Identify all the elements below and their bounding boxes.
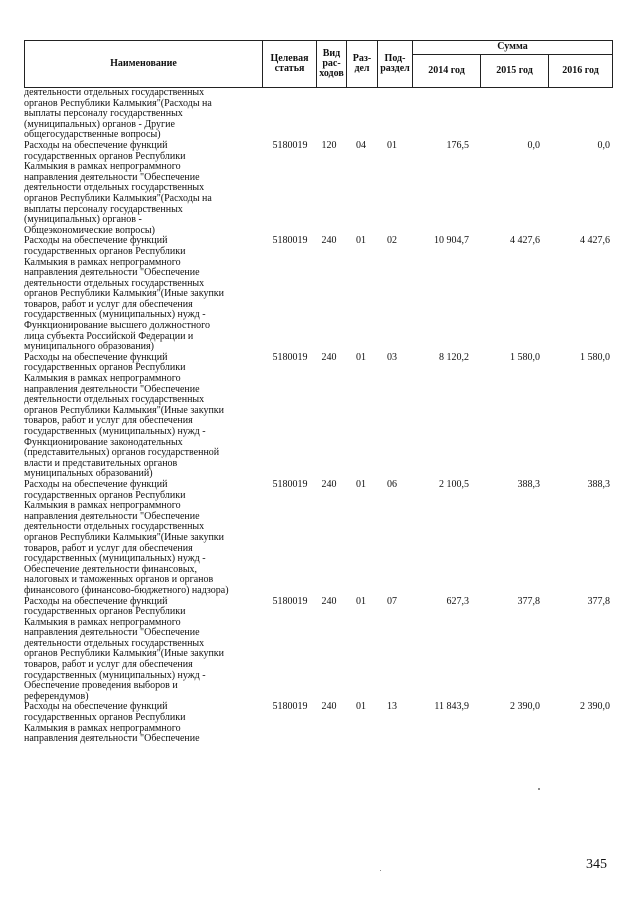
row-2014: 8 120,2 (439, 351, 469, 363)
header-sum: Сумма (497, 41, 528, 52)
row-2016: 4 427,6 (580, 235, 610, 247)
row-section: 04 (356, 139, 366, 151)
row-2014: 2 100,5 (439, 478, 469, 490)
row-2014: 11 843,9 (434, 701, 469, 713)
row-subsection: 03 (387, 351, 397, 363)
row-target: 5180019 (272, 478, 308, 490)
row-2016: 1 580,0 (580, 351, 610, 363)
table-row (24, 236, 613, 353)
header-section: Раз- дел (352, 53, 372, 74)
row-kind: 240 (321, 235, 337, 247)
table-row (24, 702, 613, 744)
row-2015: 377,8 (517, 595, 540, 607)
row-2015: 388,3 (517, 478, 540, 490)
row-name: Расходы на обеспечение функций государственных органов Республики Калмыкия в рамках непрограммного направления деятельности "Обеспечение деятельности отдельных государственных органов Республики Калмыкия"(Иные закупки товаров, работ и услуг для обеспечения государственных (муниципальных) нужд - Обеспечение деятельности финансовых, налоговых и таможенных органов и органов финансового (финансово-бюджетного) надзора) (24, 478, 229, 596)
header-kind: Вид рас- ходов (319, 48, 344, 79)
row-name: Расходы на обеспечение функций государственных органов Республики Калмыкия в рамках непрограммного направления деятельности "Обеспечение деятельности отдельных государственных органов Республики Калмыкия"(Иные закупки товаров, работ и услуг для обеспечения государственных (муниципальных) нужд - Функционирование высшего должностного лица субъекта Российской Федерации и муниципального образования) (24, 235, 224, 353)
row-name: Расходы на обеспечение функций государственных органов Республики Калмыкия в рамках непрограммного направления деятельности "Обеспечение (24, 701, 200, 745)
row-2015: 4 427,6 (510, 235, 540, 247)
row-2014: 10 904,7 (434, 235, 469, 247)
header-2015: 2015 год (496, 65, 533, 76)
header-subsection: Под- раздел (380, 53, 410, 74)
row-target: 5180019 (272, 139, 308, 151)
row-kind: 240 (321, 701, 337, 713)
table-row (24, 141, 613, 236)
row-name: Расходы на обеспечение функций государственных органов Республики Калмыкия в рамках непрограммного направления деятельности "Обеспечение деятельности отдельных государственных органов Республики Калмыкия"(Иные закупки товаров, работ и услуг для обеспечения государственных (муниципальных) нужд - Функционирование законодательных (представительных) органов государственной власти и представительных органов муниципальных образований) (24, 351, 224, 480)
header-name: Наименование (110, 58, 177, 69)
row-2016: 388,3 (587, 478, 610, 490)
table-header (24, 40, 613, 88)
row-2016: 2 390,0 (580, 701, 610, 713)
row-target: 5180019 (272, 595, 308, 607)
header-2016: 2016 год (562, 65, 599, 76)
table-row (24, 353, 613, 480)
row-kind: 240 (321, 595, 337, 607)
table-row (24, 88, 613, 141)
row-2015: 2 390,0 (510, 701, 540, 713)
row-section: 01 (356, 595, 366, 607)
row-2014: 627,3 (446, 595, 469, 607)
scan-speck (380, 870, 381, 871)
row-kind: 240 (321, 478, 337, 490)
row-2016: 377,8 (587, 595, 610, 607)
row-target: 5180019 (272, 701, 308, 713)
row-subsection: 01 (387, 139, 397, 151)
row-section: 01 (356, 235, 366, 247)
row-section: 01 (356, 701, 366, 713)
row-section: 01 (356, 351, 366, 363)
table-body (24, 88, 613, 745)
header-2014: 2014 год (428, 65, 465, 76)
row-kind: 240 (321, 351, 337, 363)
row-2016: 0,0 (597, 139, 610, 151)
row-target: 5180019 (272, 235, 308, 247)
row-subsection: 02 (387, 235, 397, 247)
scan-speck (538, 788, 540, 790)
row-subsection: 13 (387, 701, 397, 713)
row-subsection: 06 (387, 478, 397, 490)
page-number: 345 (586, 857, 607, 872)
row-2015: 1 580,0 (510, 351, 540, 363)
row-name: деятельности отдельных государственных органов Республики Калмыкия"(Расходы на выплаты персоналу государственных (муниципальных) органов - Другие общегосударственные вопросы) (24, 87, 212, 141)
row-target: 5180019 (272, 351, 308, 363)
table-row (24, 480, 613, 597)
row-kind: 120 (321, 139, 337, 151)
row-2014: 176,5 (446, 139, 469, 151)
row-name: Расходы на обеспечение функций государственных органов Республики Калмыкия в рамках непрограммного направления деятельности "Обеспечение деятельности отдельных государственных органов Республики Калмыкия"(Расходы на выплаты персоналу государственных (муниципальных) органов - Общеэкономические вопросы) (24, 139, 212, 236)
row-name: Расходы на обеспечение функций государственных органов Республики Калмыкия в рамках непрограммного направления деятельности "Обеспечение деятельности отдельных государственных органов Республики Калмыкия"(Иные закупки товаров, работ и услуг для обеспечения государственных (муниципальных) нужд - Обеспечение проведения выборов и референдумов) (24, 595, 224, 702)
row-2015: 0,0 (527, 139, 540, 151)
table-row (24, 597, 613, 703)
row-subsection: 07 (387, 595, 397, 607)
row-section: 01 (356, 478, 366, 490)
header-target: Целевая статья (270, 53, 309, 74)
